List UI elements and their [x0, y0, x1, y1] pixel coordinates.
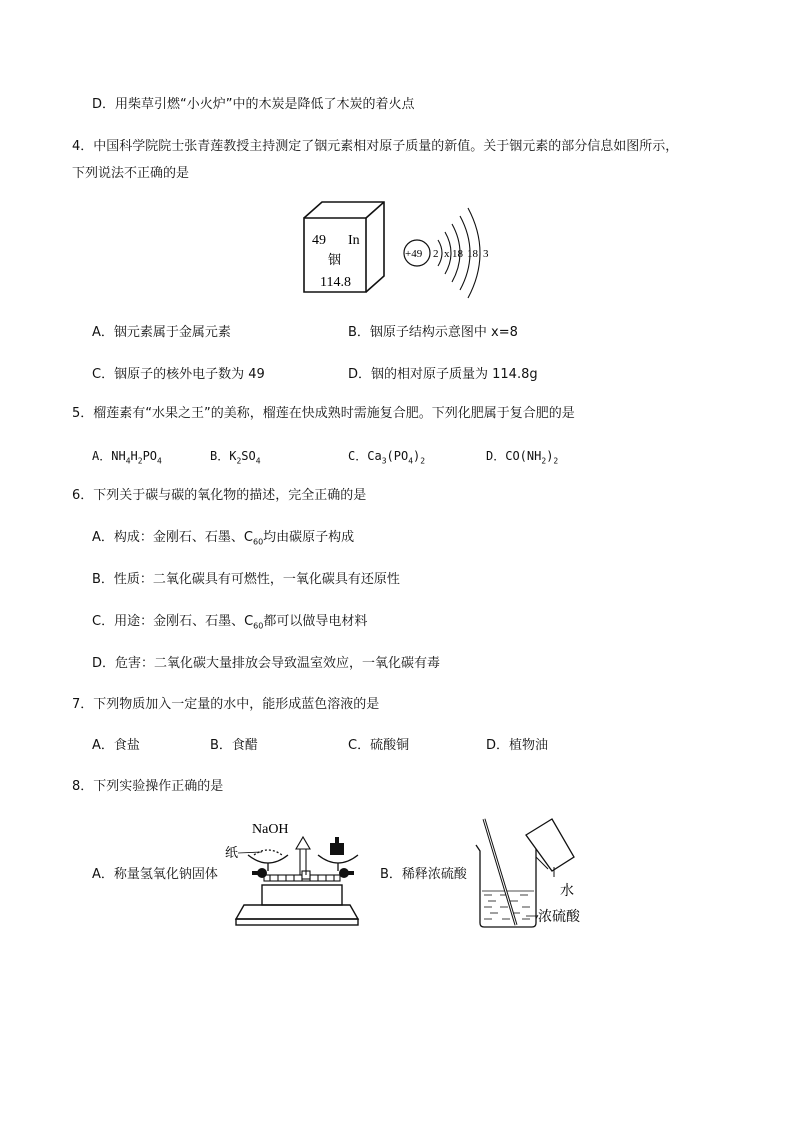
- q4-option-d: D．铟的相对原子质量为 114.8g: [348, 367, 538, 382]
- shell-4-count: 18: [467, 248, 478, 260]
- atomic-mass: 114.8: [320, 275, 351, 290]
- element-name: 铟: [328, 253, 342, 268]
- q3-option-d: D．用柴草引燃“小火炉”中的木炭是降低了木炭的着火点: [92, 97, 415, 112]
- naoh-label: NaOH: [252, 822, 289, 837]
- q4-indium-figure: [300, 200, 500, 300]
- q4-option-c: C．铟原子的核外电子数为 49: [92, 367, 265, 382]
- q6-option-c: C．用途：金刚石、石墨、$C_{60}$都可以做导电材料: [92, 614, 368, 631]
- q5-stem: 5．榴莲素有“水果之王”的美称，榴莲在快成熟时需施复合肥。下列化肥属于复合肥的是: [72, 406, 575, 421]
- weight-block: [330, 837, 344, 855]
- balance-base: [236, 885, 358, 925]
- q5-option-d: D．$CO(NH_2)_2$: [486, 449, 559, 466]
- q6-option-a: A．构成：金刚石、石墨、$C_{60}$均由碳原子构成: [92, 530, 355, 547]
- water-label: 水: [560, 883, 574, 899]
- q8-dilution-figure: [470, 815, 620, 930]
- acid-label: 浓硫酸: [538, 909, 580, 925]
- shell-5-count: 3: [483, 248, 489, 260]
- shell-1-count: 2: [433, 248, 439, 260]
- q7-option-a: A．食盐: [92, 738, 140, 753]
- q7-option-d: D．植物油: [486, 738, 549, 753]
- q4-option-b: B．铟原子结构示意图中 x=8: [348, 325, 518, 340]
- q8-balance-figure: [222, 815, 372, 930]
- atomic-number: 49: [312, 233, 326, 248]
- q5-option-b: B．$K_2SO_4$: [210, 449, 261, 466]
- q4-stem-line2: 下列说法不正确的是: [72, 166, 190, 181]
- paper-label: 纸: [225, 846, 239, 861]
- nucleus-charge: +49: [405, 248, 423, 260]
- element-symbol: In: [348, 233, 360, 248]
- q5-option-a: A．$NH_4H_2PO_4$: [92, 449, 162, 466]
- q5-option-c: C．$Ca_3(PO_4)_2$: [348, 449, 426, 466]
- q4-option-a: A．铟元素属于金属元素: [92, 325, 231, 340]
- q7-option-b: B．食醋: [210, 738, 258, 753]
- q6-option-d: D．危害：二氧化碳大量排放会导致温室效应，一氧化碳有毒: [92, 656, 441, 671]
- q8-stem: 8．下列实验操作正确的是: [72, 779, 224, 794]
- q7-option-c: C．硫酸铜: [348, 738, 410, 753]
- shell-3-count: 18: [452, 248, 463, 260]
- q6-option-b: B．性质：二氧化碳具有可燃性，一氧化碳具有还原性: [92, 572, 400, 587]
- q8-option-b: B．稀释浓硫酸: [380, 867, 467, 882]
- pouring-beaker: [526, 819, 574, 877]
- q4-stem-line1: 4．中国科学院院士张青莲教授主持测定了铟元素相对原子质量的新值。关于铟元素的部分信息如图所示，: [72, 139, 679, 154]
- q6-stem: 6．下列关于碳与碳的氧化物的描述，完全正确的是: [72, 488, 367, 503]
- beaker: [476, 845, 536, 927]
- shell-2-count: x: [444, 248, 450, 260]
- balance-beam: [264, 837, 340, 881]
- q7-stem: 7．下列物质加入一定量的水中，能形成蓝色溶液的是: [72, 697, 380, 712]
- q8-option-a: A．称量氢氧化钠固体: [92, 867, 218, 882]
